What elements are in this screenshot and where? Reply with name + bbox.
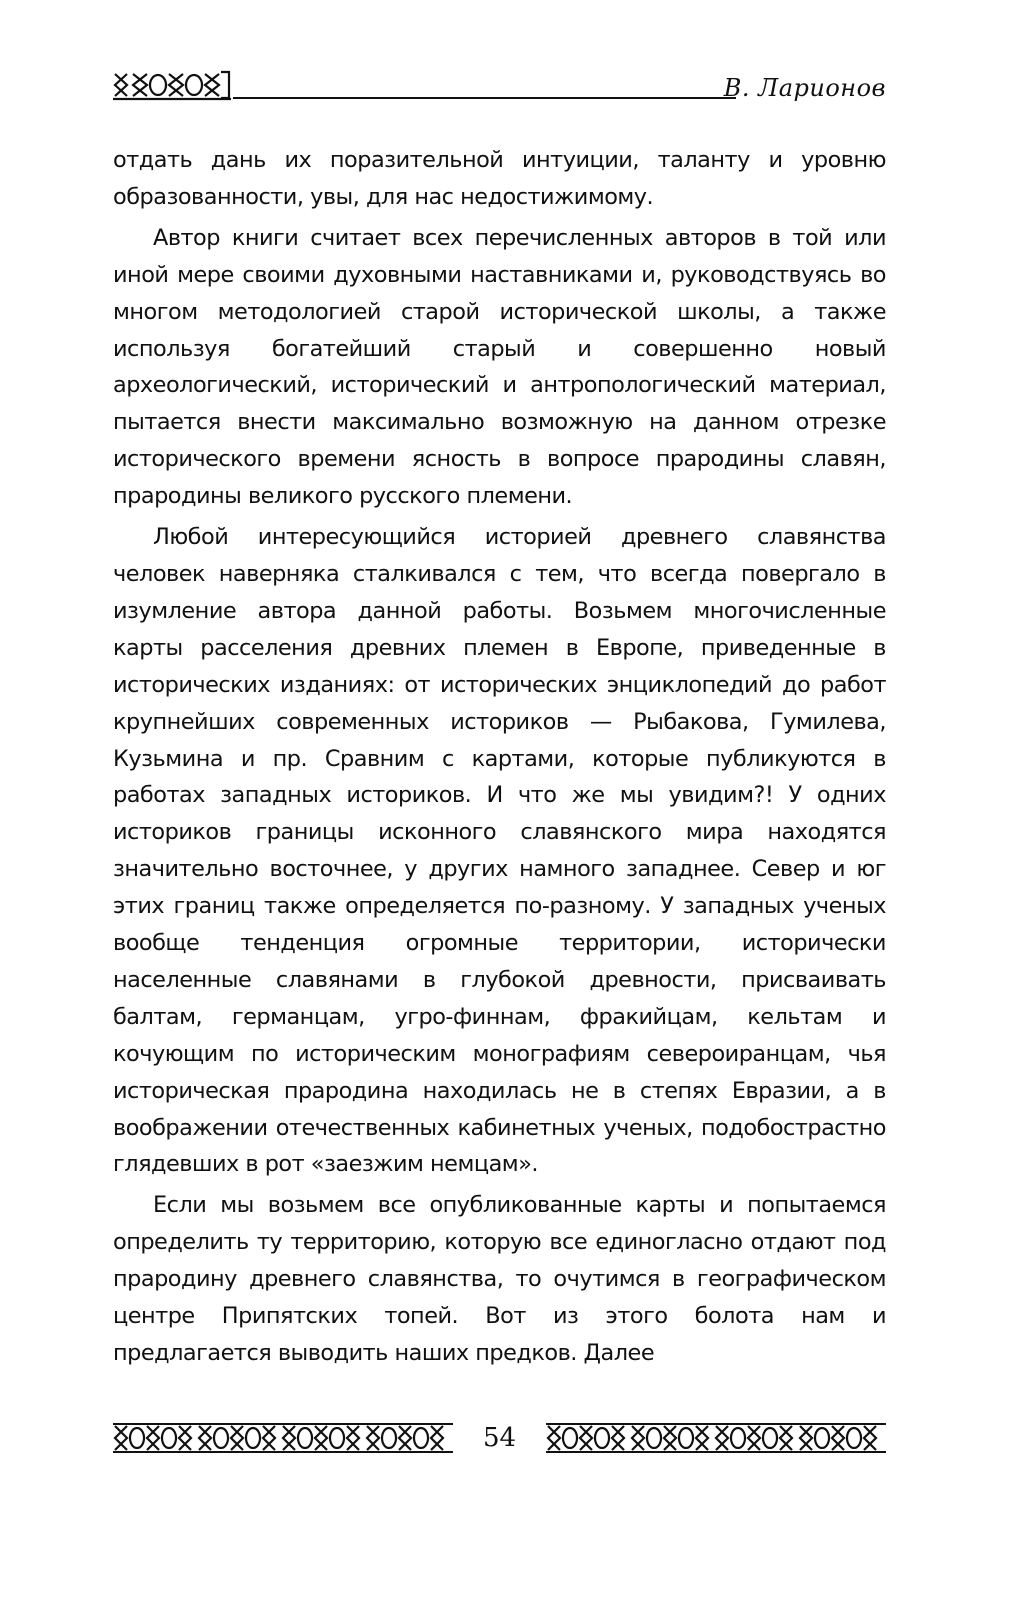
paragraph: Если мы возьмем все опубликованные карты и попытаемся определить ту территорию, которую все единогласно отдают под прародину древнего славянства, то очутимся в географическом центре Припятских топей. Вот из этого болота нам и предлагается выводить наших предков. Далее — [113, 1192, 886, 1366]
running-header-author: В. Ларионов — [723, 74, 886, 102]
paragraph: Автор книги считает всех перечисленных авторов в той или иной мере своими духовными наставниками и, руководствуясь во многом методологией старой исторической школы, а также используя богатейший старый и совершенно новый археологический, исторический и антропологический материал, пытается внести максимально возможную на данном отрезке исторического времени ясность в вопросе прародины славян, прародины великого русского племени. — [113, 224, 886, 510]
footer-ornament-icon — [113, 1422, 453, 1454]
ornament-icon — [113, 68, 231, 102]
body-text — [113, 142, 886, 1376]
page-footer — [113, 1420, 886, 1460]
paragraph: Любой интересующийся историей древнего славянства человек наверняка сталкивался с тем, что всегда повергало в изумление автора данной работы. Возьмем многочисленные карты расселения древних племен в Европе, приведенные в исторических изданиях: от исторических энциклопедий до работ крупнейших современных историков — Рыбакова, Гумилева, Кузьмина и пр. Сравним с картами, которые публикуются в работах западных историков. И что же мы увидим?! У одних историков границы исконного славянского мира находятся значительно восточнее, у других намного западнее. Север и юг этих границ также определяется по-разному. У западных ученых вообще тенденция огромные территории, исторически населенные славянами в глубокой древности, присваивать балтам, германцам, угро-финнам, фракийцам, кельтам и кочующим по историческим монографиям североиранцам, чья историческая прародина находилась не в степях Евразии, а в воображении отечественных кабинетных ученых, подобострастно глядевших в рот «заезжим немцам». — [113, 524, 886, 1178]
running-header — [113, 68, 886, 108]
page-number: 54 — [482, 1423, 517, 1453]
footer-ornament-icon — [546, 1422, 886, 1454]
paragraph: отдать дань их поразительной интуиции, таланту и уровню образованности, увы, для нас недостижимому. — [113, 147, 886, 210]
header-rule — [233, 97, 736, 99]
